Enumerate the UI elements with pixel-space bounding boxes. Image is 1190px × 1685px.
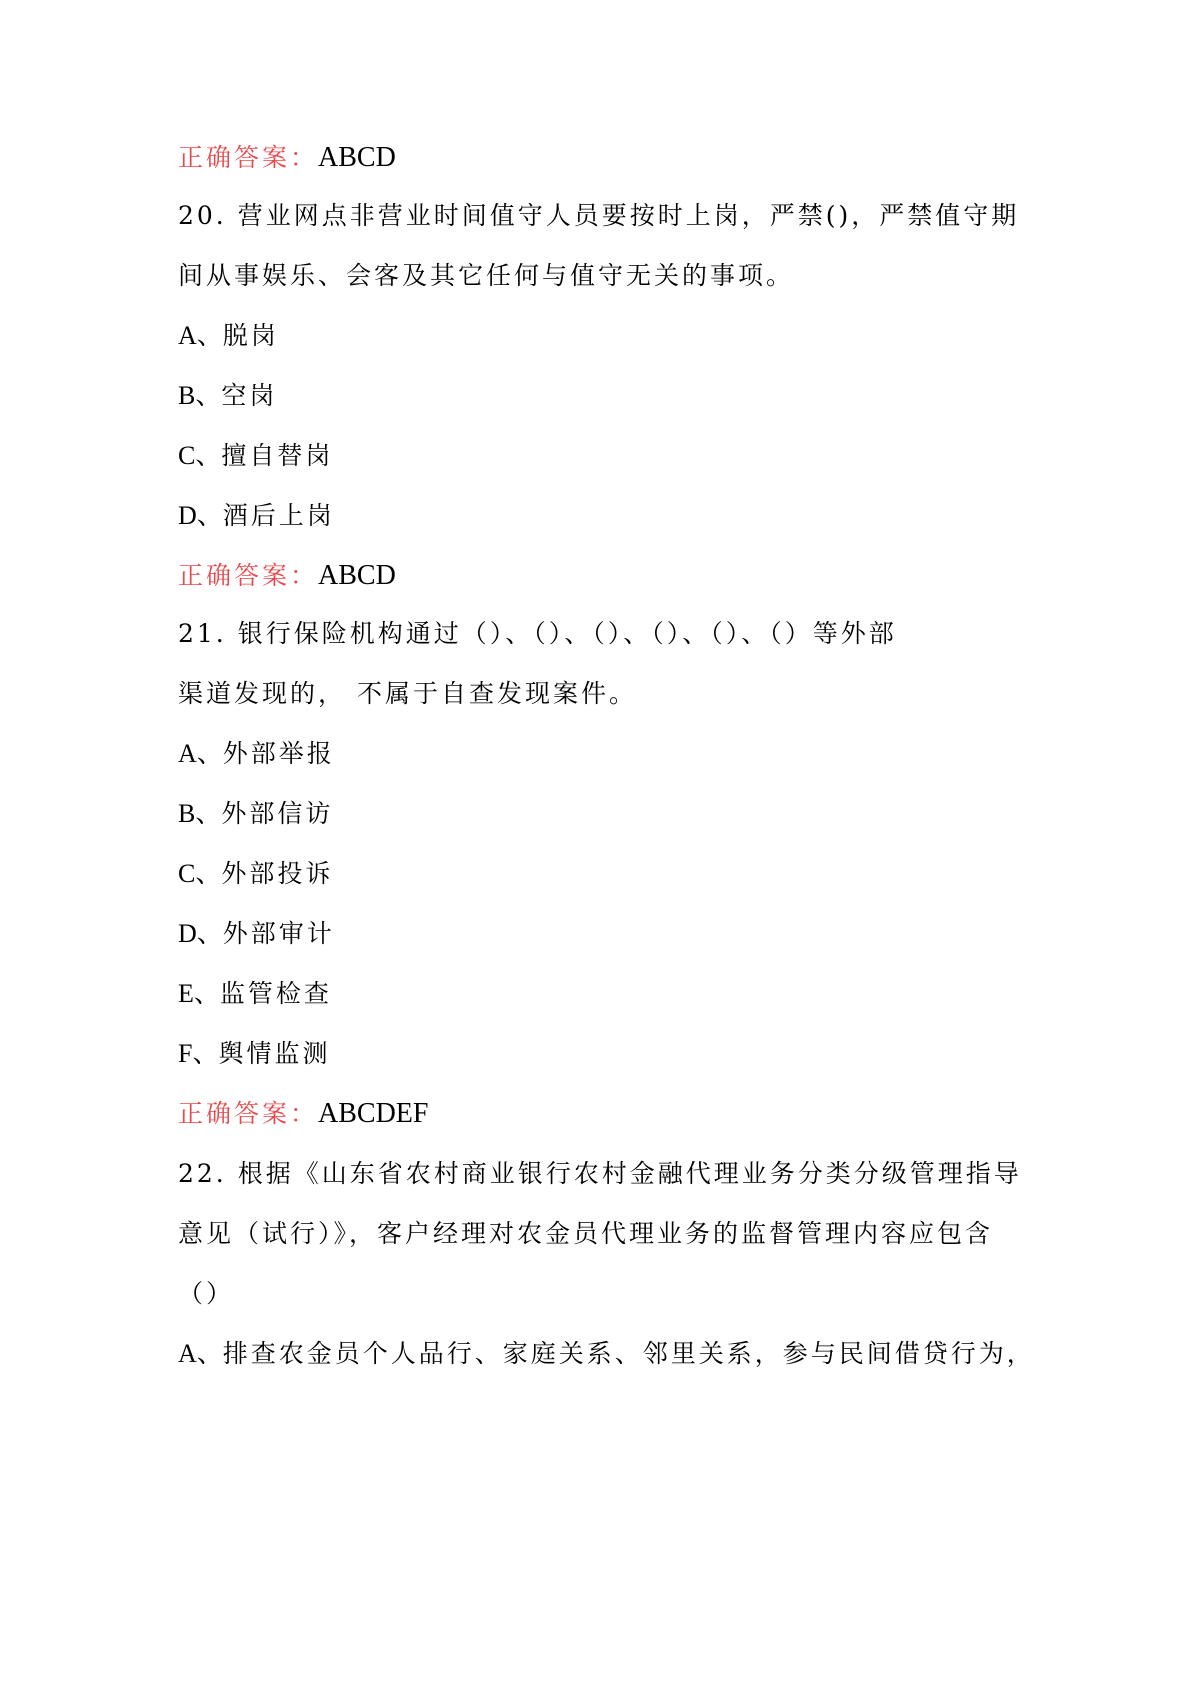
option-a — [178, 318, 279, 354]
question-21-line-1: 21. 银行保险机构通过（）、（）、（）、（）、（）、（）等外部 — [178, 619, 897, 648]
question-20-line-1: 20. 营业网点非营业时间值守人员要按时上岗，严禁()，严禁值守期 — [178, 201, 1020, 230]
option-letter: D、 — [178, 501, 223, 530]
option-d — [178, 916, 335, 952]
answer-line — [178, 140, 396, 176]
answer-value: ABCDEF — [318, 1098, 429, 1129]
option-text: 酒后上岗 — [222, 501, 335, 530]
option-b — [178, 796, 333, 832]
option-e — [178, 976, 332, 1012]
answer-line — [178, 558, 396, 594]
option-text: 擅自替岗 — [221, 441, 334, 470]
option-text: 外部投诉 — [221, 859, 334, 888]
option-d — [178, 498, 335, 534]
answer-line — [178, 1096, 428, 1132]
answer-label: 正确答案： — [178, 1099, 319, 1128]
option-b — [178, 378, 277, 414]
option-letter: C、 — [178, 859, 222, 888]
answer-label: 正确答案： — [178, 561, 319, 590]
option-letter: A、 — [178, 739, 223, 768]
option-c — [178, 438, 333, 474]
option-letter: F、 — [178, 1039, 219, 1068]
question-22-line-3: （） — [178, 1279, 235, 1308]
option-letter: C、 — [178, 441, 222, 470]
question-21-line-2: 渠道发现的， 不属于自查发现案件。 — [178, 679, 637, 708]
option-text: 舆情监测 — [218, 1039, 331, 1068]
option-text: 排查农金员个人品行、家庭关系、邻里关系，参与民间借贷行为， — [222, 1339, 1035, 1368]
option-letter: E、 — [178, 979, 220, 1008]
option-letter: A、 — [178, 1339, 223, 1368]
option-text: 脱岗 — [222, 321, 279, 350]
option-letter: A、 — [178, 321, 223, 350]
answer-label: 正确答案： — [178, 143, 319, 172]
option-letter: B、 — [178, 381, 222, 410]
option-a — [178, 736, 335, 772]
option-text: 外部举报 — [222, 739, 335, 768]
option-c — [178, 856, 333, 892]
option-letter: B、 — [178, 799, 222, 828]
option-text: 监管检查 — [219, 979, 332, 1008]
option-text: 外部信访 — [221, 799, 334, 828]
question-22-line-1: 22. 根据《山东省农村商业银行农村金融代理业务分类分级管理指导 — [178, 1159, 1022, 1188]
answer-value: ABCD — [318, 560, 396, 591]
option-letter: D、 — [178, 919, 223, 948]
question-20-line-2: 间从事娱乐、会客及其它任何与值守无关的事项。 — [178, 261, 795, 290]
option-f — [178, 1036, 330, 1072]
option-text: 空岗 — [221, 381, 278, 410]
question-22-line-2: 意见（试行）》，客户经理对农金员代理业务的监督管理内容应包含 — [178, 1219, 994, 1248]
option-text: 外部审计 — [222, 919, 335, 948]
answer-value: ABCD — [318, 142, 396, 173]
option-a — [178, 1336, 1035, 1372]
